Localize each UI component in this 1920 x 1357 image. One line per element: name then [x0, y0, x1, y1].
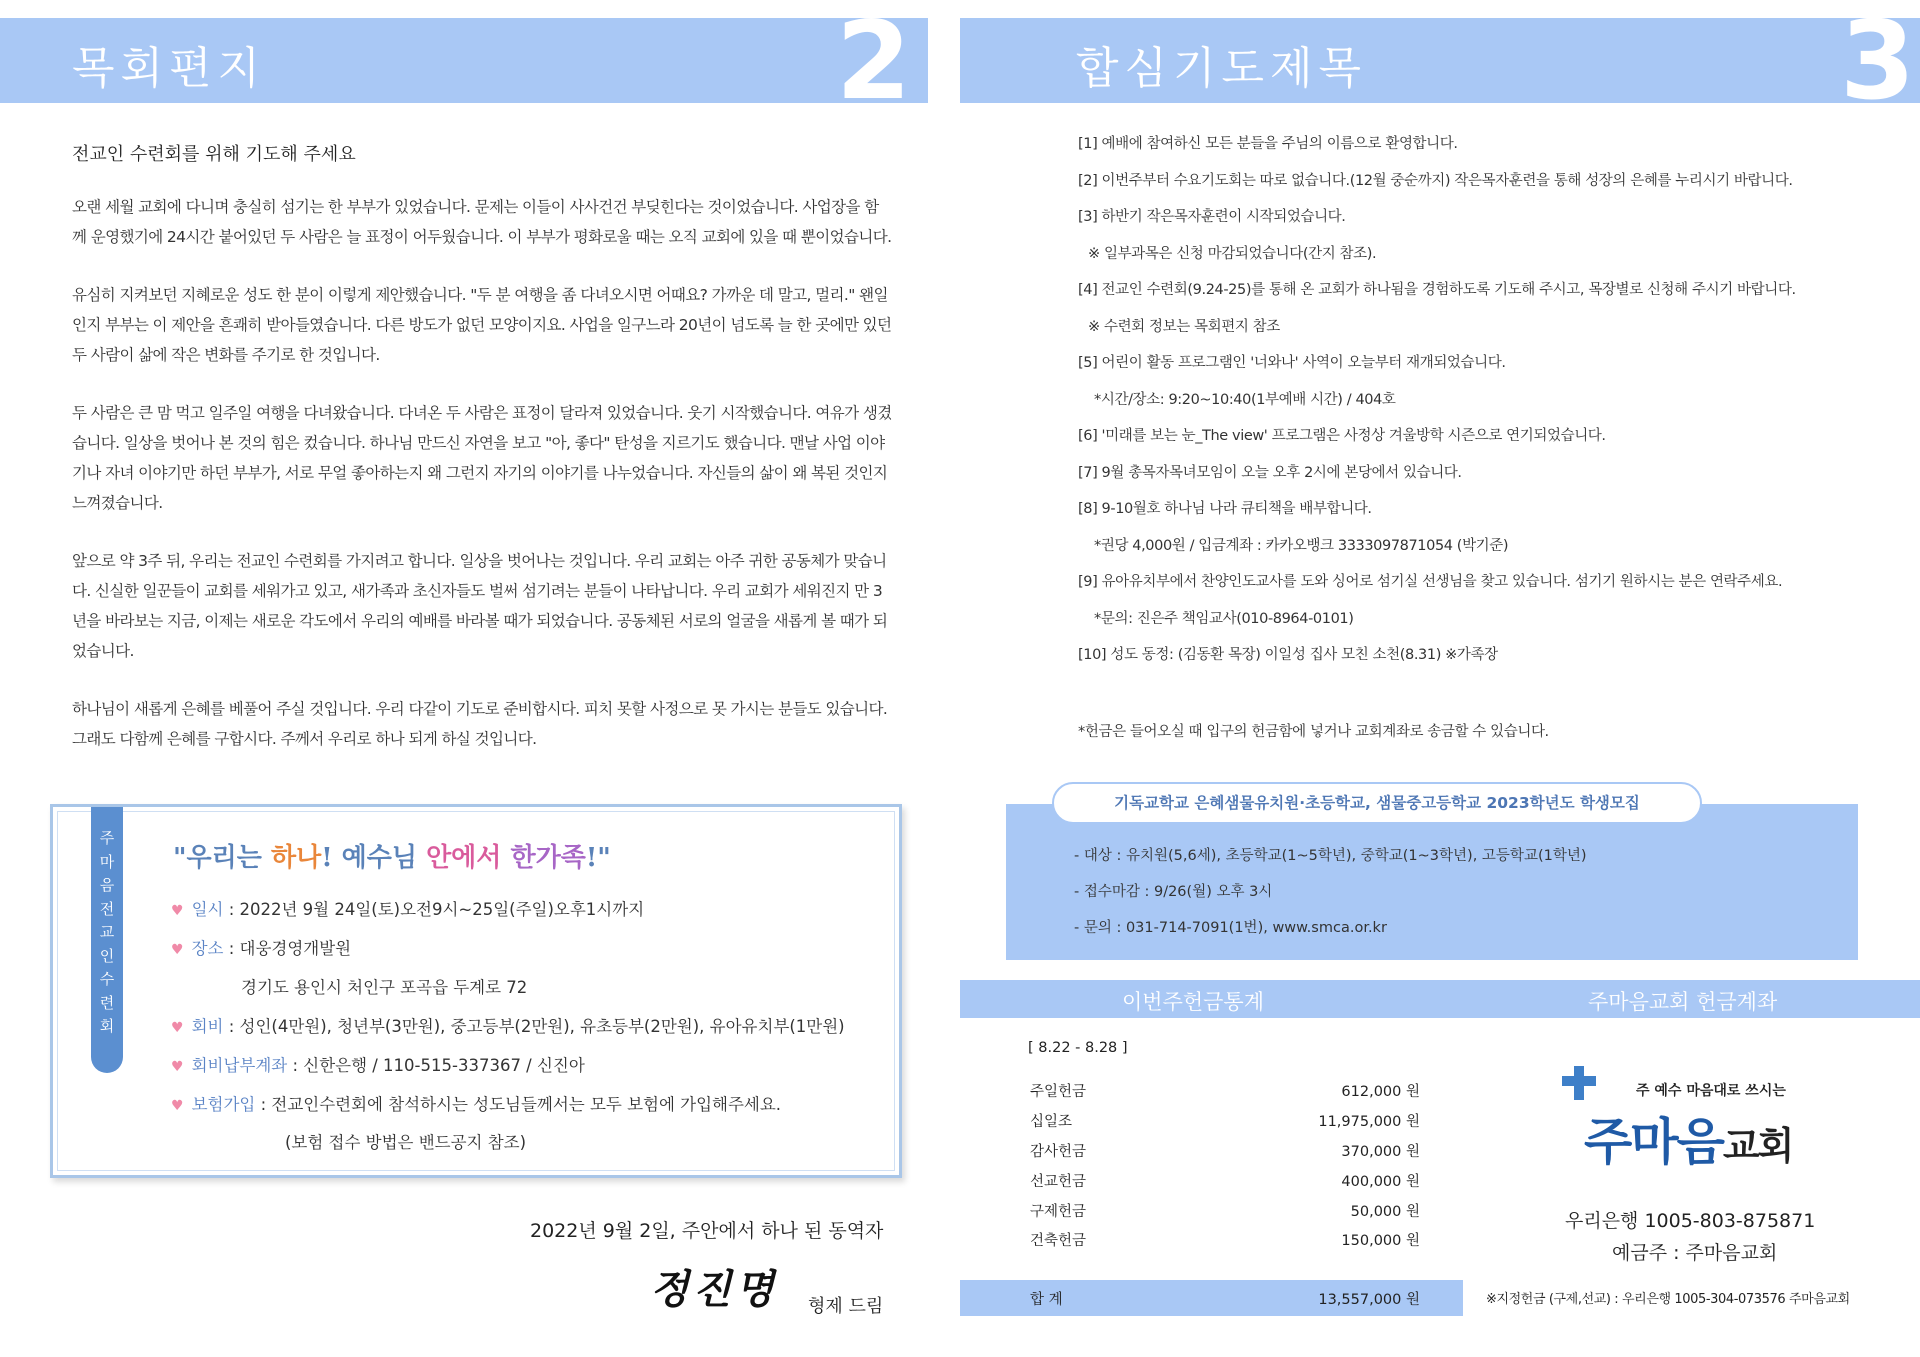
logo-name-main: 주마음 [1584, 1113, 1723, 1171]
account-holder: 예금주 : 주마음교회 [1612, 1242, 1778, 1264]
retreat-slogan [173, 837, 611, 874]
retreat-key: 보험가입 [191, 1095, 256, 1114]
prayer-item: [8] 9-10월호 하나님 나라 큐티책을 배부합니다. [1078, 501, 1372, 517]
offering-amount: 11,975,000 원 [1318, 1114, 1420, 1130]
offering-amount: 370,000 원 [1341, 1144, 1420, 1160]
letter-title: 전교인 수련회를 위해 기도해 주세요 [72, 144, 356, 165]
offering-stats-header [960, 980, 1920, 1018]
retreat-tab-text: 주 마 음 전 교 인 수 련 회 [99, 829, 115, 1035]
offering-stats-title: 이번주헌금통계 [1122, 990, 1265, 1014]
letter-signoff: 2022년 9월 2일, 주안에서 하나 된 동역자 [530, 1220, 884, 1242]
designated-offering-note: ※지정헌금 (구제,선교) : 우리은행 1005-304-073576 주마음교회 [1486, 1292, 1850, 1307]
logo-tagline: 주 예수 마음대로 쓰시는 [1636, 1083, 1786, 1099]
left-page-title: 목회편지 [72, 43, 267, 94]
retreat-value: : 전교인수련회에 참석하시는 성도님들께서는 모두 보험에 가입해주세요. [255, 1095, 782, 1114]
retreat-value: : 2022년 9월 24일(토)오전9시~25일(주일)오후1시까지 [223, 900, 645, 919]
right-page-number: 3 [1840, 0, 1916, 124]
offering-label: 선교헌금 [1030, 1174, 1087, 1190]
slogan-highlight: 한가족 [510, 843, 586, 873]
letter-paragraph: 오랜 세월 교회에 다니며 충실히 섬기는 한 부부가 있었습니다. 문제는 이들이 사사건건 부딪힌다는 것이었습니다. 사업장을 함께 운영했기에 24시간 붙어있던 두 사람은 늘 표정이 어두웠습니다. 이 부부가 평화로울 때는 오직 교회에 있을 때 뿐이었습니다. [72, 198, 892, 246]
offering-account-title: 주마음교회 헌금계좌 [1588, 990, 1778, 1014]
signature: 정진명 [650, 1266, 778, 1313]
slogan-part: ! 예수님 [321, 843, 427, 873]
offering-amount: 150,000 원 [1341, 1233, 1420, 1249]
pastoral-letter [72, 140, 892, 782]
slogan-part: "우리는 [173, 843, 271, 873]
offering-label: 십일조 [1030, 1114, 1073, 1130]
offering-label: 주일헌금 [1030, 1084, 1087, 1100]
offering-row [1030, 1200, 1420, 1221]
retreat-fee [171, 1013, 845, 1037]
slogan-highlight: 안에서 [426, 843, 502, 873]
offering-row [1030, 1080, 1420, 1101]
prayer-subitem: *권당 4,000원 / 입금계좌 : 카카오뱅크 3333097871054 (박기준) [1094, 537, 1509, 554]
retreat-insurance-note: (보험 접수 방법은 밴드공지 참조) [285, 1133, 527, 1152]
offering-total-label: 합 계 [1030, 1292, 1063, 1308]
prayer-item: [10] 성도 동정: (김동환 목장) 이일성 집사 모친 소천(8.31) ※가족장 [1078, 647, 1498, 663]
prayer-item: [5] 어린이 활동 프로그램인 '너와나' 사역이 오늘부터 재개되었습니다. [1078, 355, 1506, 371]
prayer-subitem: *시간/장소: 9:20~10:40(1부예배 시간) / 404호 [1094, 391, 1396, 408]
offering-label: 건축헌금 [1030, 1233, 1087, 1249]
cross-icon-bar [1562, 1076, 1596, 1086]
heart-icon: ♥ [171, 1020, 184, 1036]
letter-paragraph: 유심히 지켜보던 지혜로운 성도 한 분이 이렇게 제안했습니다. "두 분 여행을 좀 다녀오시면 어때요? 가까운 데 말고, 멀리." 왠일인지 부부는 이 제안을 흔쾌히 받아들였습니다. 다른 방도가 없던 모양이지요. 사업을 일구느라 20년이 넘도록 늘 한 곳에만 있던 두 사람이 삶에 작은 변화를 주기로 한 것입니다. [72, 286, 892, 364]
retreat-key: 회비 [191, 1017, 224, 1036]
left-page-number: 2 [836, 0, 912, 124]
left-header-band [0, 0, 928, 124]
school-recruit-title: 기독교학교 은혜샘물유치원·초등학교, 샘물중고등학교 2023학년도 학생모집 [1052, 782, 1702, 824]
bank-account: 우리은행 1005-803-875871 [1565, 1210, 1816, 1232]
prayer-subitem: ※ 일부과목은 신청 마감되었습니다(간지 참조). [1088, 245, 1377, 262]
retreat-value: : 성인(4만원), 청년부(3만원), 중고등부(2만원), 유초등부(2만원), 유아유치부(1만원) [223, 1017, 845, 1036]
offering-row [1030, 1170, 1420, 1191]
school-line: - 대상 : 유치원(5,6세), 초등학교(1~5학년), 중학교(1~3학년), 고등학교(1학년) [1074, 848, 1587, 864]
offering-label: 감사헌금 [1030, 1144, 1087, 1160]
retreat-value: : 대웅경영개발원 [223, 939, 352, 958]
retreat-value: : 신한은행 / 110-515-337367 / 신진아 [287, 1056, 585, 1075]
slogan-highlight: 하나 [270, 843, 322, 873]
signature-suffix: 형제 드림 [808, 1296, 884, 1317]
offering-note: *헌금은 들어오실 때 입구의 헌금함에 넣거나 교회계좌로 송금할 수 있습니다. [1078, 724, 1549, 740]
slogan-part: !" [585, 843, 611, 873]
prayer-item: [4] 전교인 수련회(9.24-25)를 통해 온 교회가 하나됨을 경험하도록 기도해 주시고, 목장별로 신청해 주시기 바랍니다. [1078, 282, 1796, 298]
offering-total-amount: 13,557,000 원 [1318, 1292, 1420, 1308]
prayer-item: [1] 예배에 참여하신 모든 분들을 주님의 이름으로 환영합니다. [1078, 136, 1458, 152]
retreat-tab-label [91, 807, 123, 1073]
heart-icon: ♥ [171, 903, 184, 919]
logo-name-suffix: 교회 [1722, 1124, 1793, 1168]
retreat-account [171, 1052, 585, 1076]
offering-row [1030, 1140, 1420, 1161]
prayer-item: [6] '미래를 보는 눈_The view' 프로그램은 사정상 겨울방학 시즌으로 연기되었습니다. [1078, 428, 1606, 444]
heart-icon: ♥ [171, 1098, 184, 1114]
letter-paragraph: 앞으로 약 3주 뒤, 우리는 전교인 수련회를 가지려고 합니다. 일상을 벗어나는 것입니다. 우리 교회는 아주 귀한 공동체가 맞습니다. 신실한 일꾼들이 교회를 세워가고 있고, 새가족과 초신자들도 벌써 섬기려는 분들이 나타납니다. 우리 교회가 세워진지 만 3년을 바라보는 지금, 이제는 새로운 각도에서 우리의 예배를 바라볼 때가 되었습니다. 공동체된 서로의 얼굴을 새롭게 볼 때가 되었습니다. [72, 552, 888, 660]
letter-paragraph: 하나님이 새롭게 은혜를 베풀어 주실 것입니다. 우리 다같이 기도로 준비합시다. 피치 못할 사정으로 못 가시는 분들도 있습니다. 그래도 다함께 은혜를 구합시다. 주께서 우리로 하나 되게 하실 것입니다. [72, 700, 888, 748]
heart-icon: ♥ [171, 1059, 184, 1075]
offering-label: 구제헌금 [1030, 1204, 1087, 1220]
offering-period: [ 8.22 - 8.28 ] [1028, 1040, 1128, 1056]
prayer-item: [7] 9월 총목자목녀모임이 오늘 오후 2시에 본당에서 있습니다. [1078, 464, 1462, 481]
offering-amount: 400,000 원 [1341, 1174, 1420, 1190]
retreat-address: 경기도 용인시 처인구 포곡읍 두계로 72 [241, 978, 528, 997]
offering-amount: 50,000 원 [1350, 1204, 1420, 1220]
prayer-list [1078, 134, 1878, 682]
prayer-item: [3] 하반기 작은목자훈련이 시작되었습니다. [1078, 209, 1346, 225]
retreat-key: 회비납부계좌 [191, 1056, 288, 1075]
retreat-key: 장소 [191, 939, 224, 958]
offering-amount: 612,000 원 [1341, 1084, 1420, 1100]
heart-icon: ♥ [171, 942, 184, 958]
right-header-band [960, 0, 1920, 124]
church-logo [1560, 1066, 1800, 1176]
retreat-key: 일시 [191, 900, 224, 919]
school-line: - 문의 : 031-714-7091(1번), www.smca.or.kr [1074, 920, 1387, 936]
prayer-item: [2] 이번주부터 수요기도회는 따로 없습니다.(12월 중순까지) 작은목자훈련을 통해 성장의 은혜를 누리시기 바랍니다. [1078, 172, 1793, 189]
offering-row [1030, 1229, 1420, 1250]
prayer-subitem: ※ 수련회 정보는 목회편지 참조 [1088, 318, 1280, 335]
retreat-insurance [171, 1091, 781, 1115]
letter-paragraph: 두 사람은 큰 맘 먹고 일주일 여행을 다녀왔습니다. 다녀온 두 사람은 표정이 달라져 있었습니다. 웃기 시작했습니다. 여유가 생겼습니다. 일상을 벗어나 본 것의 힘은 컸습니다. 하나님 만드신 자연을 보고 "아, 좋다" 탄성을 지르기도 했습니다. 맨날 사업 이야기나 자녀 이야기만 하던 부부가, 서로 무얼 좋아하는지 왜 그런지 자기의 이야기를 나누었습니다. 자신들의 삶이 왜 복된 것인지 느껴졌습니다. [72, 404, 892, 512]
retreat-info-box [50, 804, 902, 1178]
offering-row [1030, 1110, 1420, 1131]
right-page-title: 합심기도제목 [1076, 43, 1368, 94]
school-line: - 접수마감 : 9/26(월) 오후 3시 [1074, 884, 1273, 900]
retreat-date [171, 896, 644, 920]
offering-total-row [1030, 1288, 1420, 1309]
logo-name [1584, 1102, 1792, 1174]
prayer-subitem: *문의: 진은주 책임교사(010-8964-0101) [1094, 610, 1354, 627]
retreat-place [171, 935, 351, 959]
prayer-item: [9] 유아유치부에서 찬양인도교사를 도와 싱어로 섬기실 선생님을 찾고 있습니다. 섬기기 원하시는 분은 연락주세요. [1078, 574, 1783, 590]
